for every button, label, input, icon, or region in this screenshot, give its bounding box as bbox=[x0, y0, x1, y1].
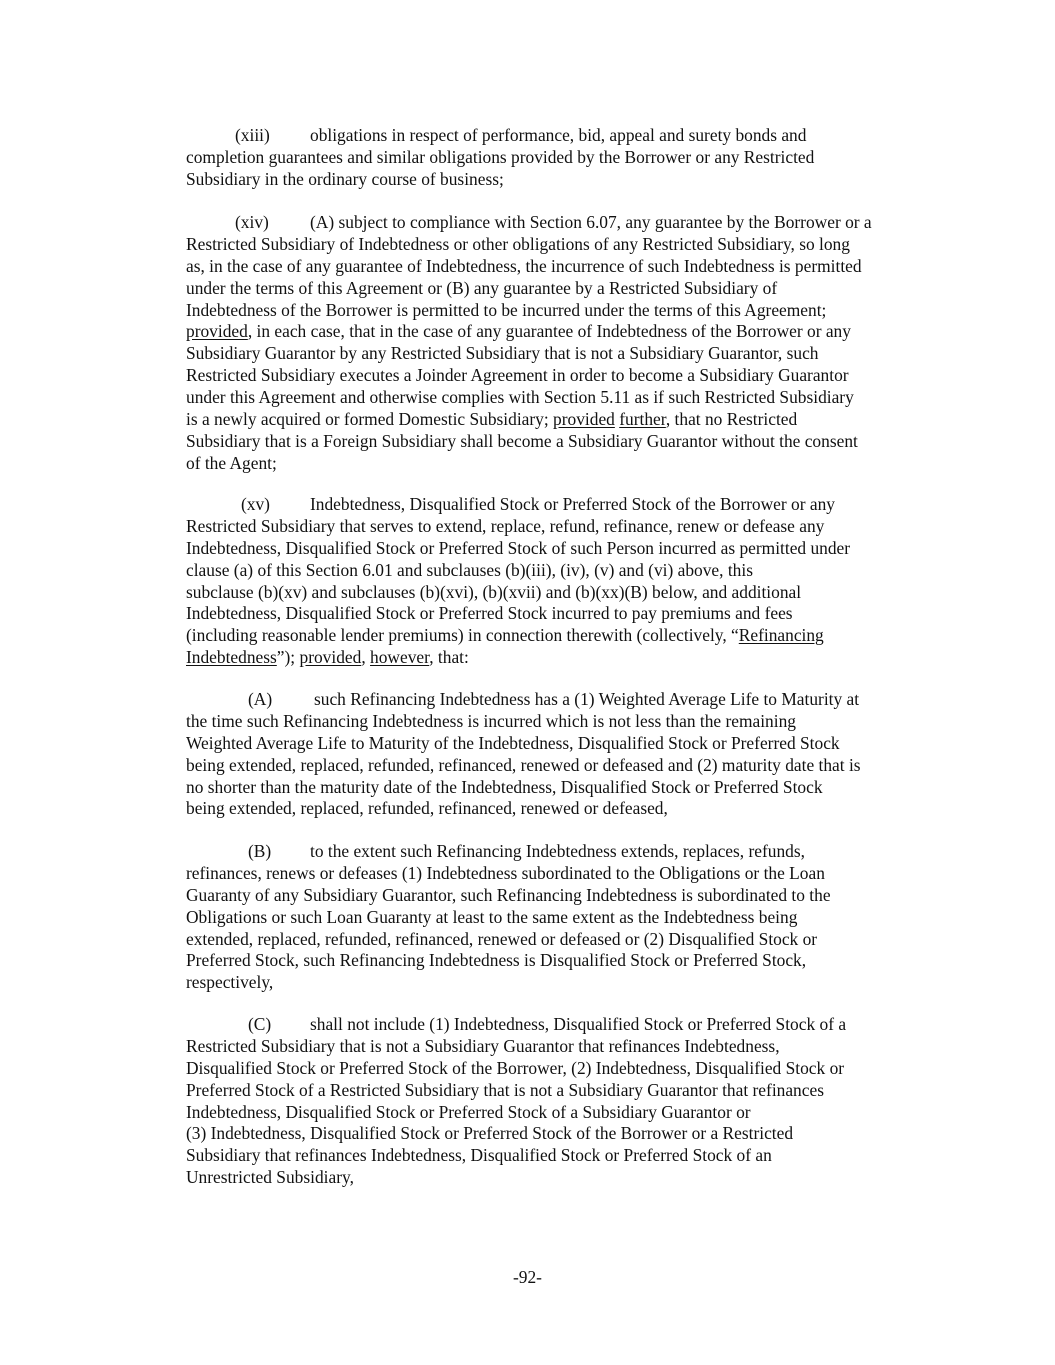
paragraph-text: (A) subject to compliance with Section 6.07, any guarantee by the Borrower or a bbox=[310, 212, 872, 232]
paragraph-line: no shorter than the maturity date of the Indebtedness, Disqualified Stock or Preferred Stock bbox=[186, 776, 823, 797]
paragraph-line: being extended, replaced, refunded, refinanced, renewed or defeased, bbox=[186, 798, 668, 819]
paragraph-line: (including reasonable lender premiums) in connection therewith (collectively, “Refinancing bbox=[186, 625, 824, 646]
paragraph-line: provided, in each case, that in the case of any guarantee of Indebtedness of the Borrower or any bbox=[186, 321, 851, 342]
paragraph-line: as, in the case of any guarantee of Indebtedness, the incurrence of such Indebtedness is permitted bbox=[186, 255, 862, 276]
paragraph-line: Restricted Subsidiary that is not a Subsidiary Guarantor that refinances Indebtedness, bbox=[186, 1035, 780, 1056]
paragraph-line: subclause (b)(xv) and subclauses (b)(xvi), (b)(xvii) and (b)(xx)(B) below, and additional bbox=[186, 581, 802, 602]
defined-term: Refinancing bbox=[738, 625, 824, 646]
paragraph-line: extended, replaced, refunded, refinanced, renewed or defeased or (2) Disqualified Stock or bbox=[186, 928, 818, 949]
paragraph-line: Subsidiary Guarantor by any Restricted Subsidiary that is not a Subsidiary Guarantor, such bbox=[186, 343, 819, 364]
paragraph-line: Disqualified Stock or Preferred Stock of the Borrower, (2) Indebtedness, Disqualified Stock or bbox=[186, 1057, 845, 1078]
paragraph-line: refinances, renews or defeases (1) Indebtedness subordinated to the Obligations or the Loan bbox=[186, 862, 825, 883]
paragraph-text: shall not include (1) Indebtedness, Disqualified Stock or Preferred Stock of a bbox=[310, 1014, 847, 1034]
paragraph-text: Indebtedness, Disqualified Stock or Preferred Stock of the Borrower or any bbox=[310, 494, 835, 514]
paragraph-line: Indebtedness, Disqualified Stock or Preferred Stock of such Person incurred as permitted under bbox=[186, 537, 851, 558]
defined-term: provided bbox=[553, 409, 615, 430]
paragraph-line: is a newly acquired or formed Domestic Subsidiary; provided further, that no Restricted bbox=[186, 409, 798, 430]
clause-label: (B) bbox=[248, 841, 272, 861]
paragraph-line: (3) Indebtedness, Disqualified Stock or Preferred Stock of the Borrower or a Restricted bbox=[186, 1123, 794, 1144]
paragraph-line: clause (a) of this Section 6.01 and subclauses (b)(iii), (iv), (v) and (vi) above, this bbox=[186, 559, 753, 580]
paragraph-line: of the Agent; bbox=[186, 452, 277, 473]
defined-term: further bbox=[619, 409, 666, 430]
paragraph-line: completion guarantees and similar obligations provided by the Borrower or any Restricted bbox=[186, 146, 815, 167]
paragraph-line: Subsidiary in the ordinary course of business; bbox=[186, 168, 504, 189]
paragraph-line: Indebtedness, Disqualified Stock or Preferred Stock incurred to pay premiums and fees bbox=[186, 603, 793, 624]
paragraph-line: Obligations or such Loan Guaranty at least to the same extent as the Indebtedness being bbox=[186, 906, 798, 927]
paragraph-line: Indebtedness, Disqualified Stock or Preferred Stock of a Subsidiary Guarantor or bbox=[186, 1101, 751, 1122]
paragraph-text: to the extent such Refinancing Indebtedness extends, replaces, refunds, bbox=[310, 841, 805, 861]
paragraph-xiv bbox=[186, 212, 931, 475]
defined-term: however bbox=[370, 647, 430, 668]
paragraph-line: being extended, replaced, refunded, refinanced, renewed or defeased and (2) maturity date that is bbox=[186, 754, 861, 775]
paragraph-line: Preferred Stock of a Restricted Subsidiary that is not a Subsidiary Guarantor that refinances bbox=[186, 1079, 824, 1100]
paragraph-line: Restricted Subsidiary executes a Joinder Agreement in order to become a Subsidiary Guarantor bbox=[186, 365, 849, 386]
paragraph-line: Preferred Stock, such Refinancing Indebtedness is Disqualified Stock or Preferred Stock, bbox=[186, 950, 807, 971]
clause-label: (xv) bbox=[241, 494, 270, 514]
defined-term: provided bbox=[186, 321, 248, 342]
clause-label: (xiv) bbox=[235, 212, 269, 232]
paragraph-text: such Refinancing Indebtedness has a (1) Weighted Average Life to Maturity at bbox=[314, 689, 860, 709]
clause-label: (xiii) bbox=[235, 125, 270, 145]
defined-term: provided bbox=[299, 647, 362, 668]
paragraph-line: respectively, bbox=[186, 972, 274, 993]
paragraph-line: Guaranty of any Subsidiary Guarantor, such Refinancing Indebtedness is subordinated to the bbox=[186, 884, 831, 905]
paragraph-line: Restricted Subsidiary of Indebtedness or other obligations of any Restricted Subsidiary, so long bbox=[186, 233, 850, 254]
paragraph-line: the time such Refinancing Indebtedness is incurred which is not less than the remaining bbox=[186, 710, 796, 731]
paragraph-C bbox=[186, 1014, 931, 1189]
paragraph-B bbox=[186, 841, 931, 994]
paragraph-xiii bbox=[186, 125, 931, 191]
paragraph-text: obligations in respect of performance, bid, appeal and surety bonds and bbox=[310, 125, 807, 145]
paragraph-line: under the terms of this Agreement or (B) any guarantee by a Restricted Subsidiary of bbox=[186, 277, 778, 298]
paragraph-xv bbox=[186, 494, 931, 669]
paragraph-line: Indebtedness of the Borrower is permitted to be incurred under the terms of this Agreement; bbox=[186, 299, 827, 320]
paragraph-A bbox=[186, 689, 931, 820]
paragraph-line: Restricted Subsidiary that serves to extend, replace, refund, refinance, renew or defease any bbox=[186, 515, 825, 536]
page-number: -92- bbox=[513, 1267, 542, 1287]
clause-label: (C) bbox=[248, 1014, 272, 1034]
paragraph-line: Subsidiary that is a Foreign Subsidiary shall become a Subsidiary Guarantor without the consent bbox=[186, 430, 858, 451]
paragraph-line: Indebtedness”); provided, however, that: bbox=[186, 647, 469, 668]
clause-label: (A) bbox=[248, 689, 273, 709]
paragraph-line: under this Agreement and otherwise complies with Section 5.11 as if such Restricted Subsidiary bbox=[186, 387, 854, 408]
paragraph-line: Subsidiary that refinances Indebtedness, Disqualified Stock or Preferred Stock of an bbox=[186, 1145, 772, 1166]
paragraph-line: Weighted Average Life to Maturity of the Indebtedness, Disqualified Stock or Preferred Stock bbox=[186, 732, 840, 753]
paragraph-line: Unrestricted Subsidiary, bbox=[186, 1167, 354, 1188]
defined-term: Indebtedness bbox=[186, 647, 277, 668]
